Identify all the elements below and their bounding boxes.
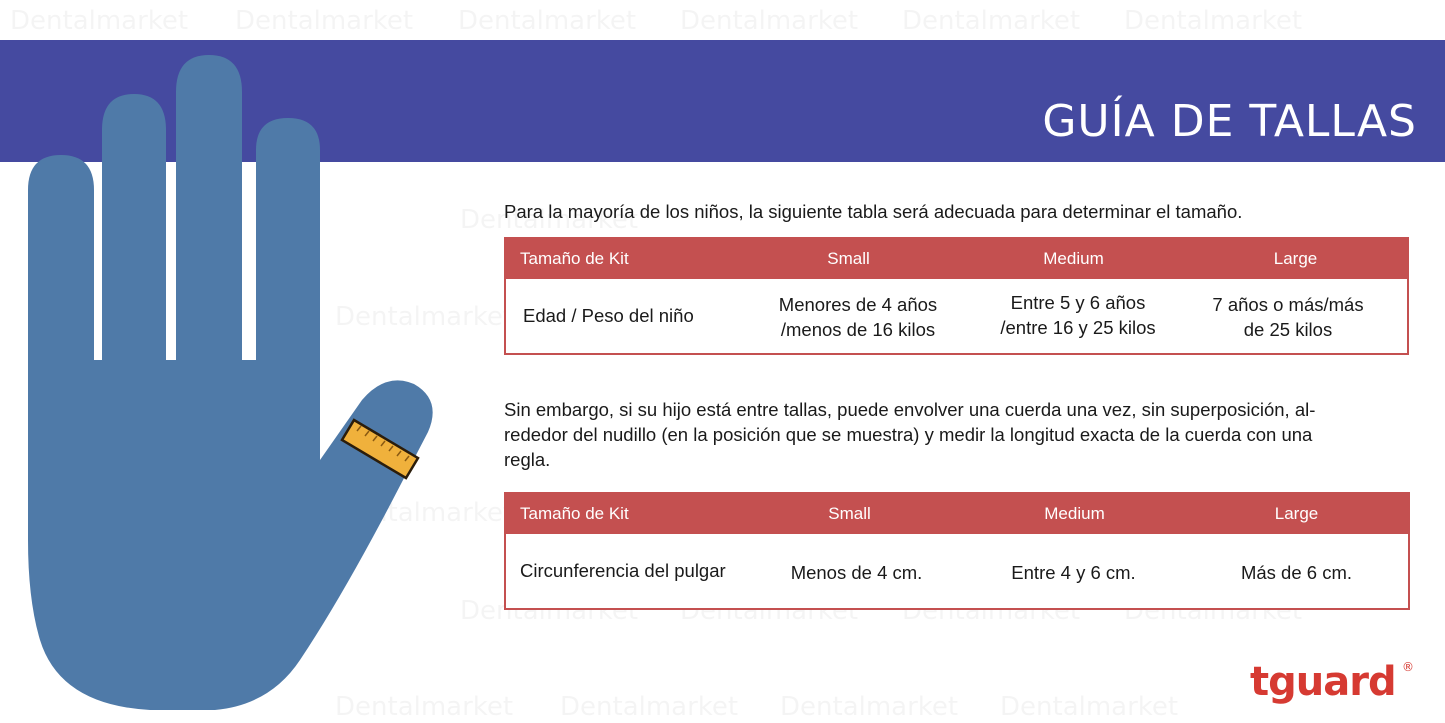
watermark-text (1124, 6, 1302, 36)
tguard-logo (1248, 655, 1418, 705)
table-header-cell: Medium (1043, 249, 1104, 268)
registered-mark: ® (1402, 660, 1414, 674)
table-cell: Menores de 4 años /menos de 16 kilos (778, 294, 938, 340)
table-cell: Menos de 4 cm. (790, 562, 923, 583)
row-label: Edad / Peso del niño (523, 305, 694, 326)
table-cell: Entre 4 y 6 cm. (1011, 562, 1136, 583)
row-label: Circunferencia del pulgar (520, 560, 726, 581)
watermark-text (780, 692, 958, 722)
watermark-text (235, 6, 413, 36)
table-cell: 7 años o más/más de 25 kilos (1212, 294, 1364, 340)
watermark-text (458, 6, 636, 36)
page-title: GUÍA DE TALLAS (1042, 96, 1417, 147)
hand-illustration (0, 40, 460, 723)
table-header-cell: Large (1274, 504, 1319, 523)
table-header-row (506, 494, 1408, 534)
table-header-cell: Tamaño de Kit (520, 249, 629, 268)
table-cell: Entre 5 y 6 años /entre 16 y 25 kilos (1000, 292, 1156, 338)
watermark-text (560, 692, 738, 722)
table-header-cell: Medium (1044, 504, 1105, 523)
intro-text: Para la mayoría de los niños, la siguiente tabla será adecuada para determinar el tamaño. (504, 201, 1243, 222)
table-header-cell: Small (827, 249, 870, 268)
logo-text: tguard (1250, 659, 1396, 705)
watermark-text (680, 6, 858, 36)
table-header-cell: Tamaño de Kit (520, 504, 629, 523)
table-header-row (506, 239, 1407, 279)
table-header-cell: Large (1273, 249, 1318, 268)
size-table-thumb (504, 492, 1410, 610)
watermark-text (10, 6, 188, 36)
note-text: Sin embargo, si su hijo está entre tallas, puede envolver una cuerda una vez, sin superposición, al- rededor del nudillo (en la posición que se muestra) y medir la longitud exacta de la cuerda con una regla. (504, 399, 1316, 470)
watermark-text (1000, 692, 1178, 722)
table-header-cell: Small (828, 504, 871, 523)
table-cell: Más de 6 cm. (1240, 562, 1353, 583)
watermark-text (902, 6, 1080, 36)
size-table-age (504, 237, 1409, 355)
